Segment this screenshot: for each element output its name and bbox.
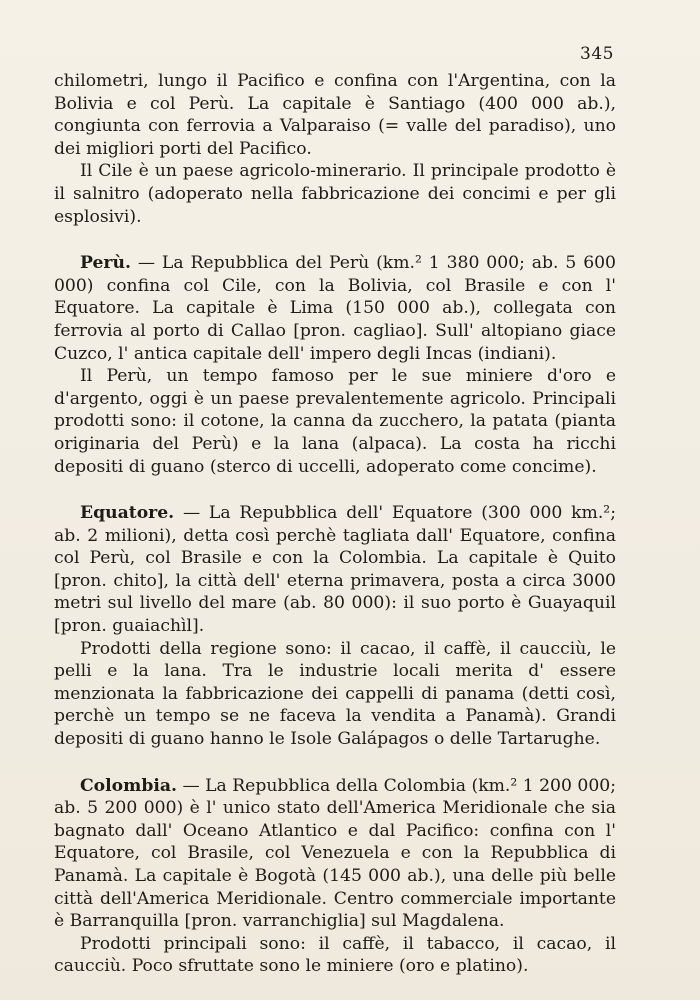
colombia-paragraph-1-text: — La Repubblica della Colombia (km.² 1 200 000; ab. 5 200 000) è l' unico stato dell'America Meridionale che sia bagnato dall' Oceano Atlantico e dal Pacifico: confina con l' Equatore, col Brasile, col Venezuela e con la Repubblica di Panamà. La capitale è Bogotà (145 000 ab.), una delle più belle città dell'America Meridionale. Centro commerciale importante è Barranquilla [pron. varranchiglia] sul Magdalena. <box>54 775 616 932</box>
peru-paragraph-2: Il Perù, un tempo famoso per le sue miniere d'oro e d'argento, oggi è un paese prevalentemente agricolo. Principali prodotti sono: il cotone, la canna da zucchero, la patata (pianta originaria del Perù) e la lana (alpaca). La costa ha ricchi depositi di guano (sterco di uccelli, adoperato come concime). <box>54 366 616 477</box>
page-number: 345 <box>580 44 614 64</box>
equatore-paragraph-2: Prodotti della regione sono: il cacao, il caffè, il caucciù, le pelli e la lana. Tra le industrie locali merita d' essere menzionata la fabbricazione dei cappelli di panama (detti così, perchè un tempo se ne faceva la vendita a Panamà). Grandi depositi di guano hanno le Isole Galápagos o delle Tartarughe. <box>54 638 616 750</box>
peru-paragraph-1-text: — La Repubblica del Perù (km.² 1 380 000; ab. 5 600 000) confina col Cile, con la Bolivia, col Brasile e con l' Equatore. La capitale è Lima (150 000 ab.), collegata con ferrovia al porto di Callao [pron. cagliao]. Sull' altopiano giace Cuzco, l' antica capitale dell' impero degli Incas (indiani). <box>54 253 616 364</box>
section-title-peru: Perù. <box>80 253 131 274</box>
colombia-paragraph-2: Prodotti principali sono: il caffè, il tabacco, il cacao, il caucciù. Poco sfruttate sono le miniere (oro e platino). <box>54 933 616 977</box>
chile-product-paragraph: Il Cile è un paese agricolo-minerario. Il principale prodotto è il salnitro (adoperato nella fabbricazione dei concimi e per gli esplosivi). <box>54 161 616 227</box>
section-peru <box>54 252 616 478</box>
peru-paragraph-1 <box>54 252 616 365</box>
section-colombia <box>54 775 616 978</box>
section-title-equatore: Equatore. <box>80 503 175 524</box>
section-title-colombia: Colombia. <box>80 775 177 796</box>
colombia-paragraph-1 <box>54 775 616 933</box>
equatore-paragraph-1 <box>54 502 616 638</box>
section-equatore <box>54 502 616 751</box>
chile-intro-paragraph: chilometri, lungo il Pacifico e confina con l'Argentina, con la Bolivia e col Perù. La capitale è Santiago (400 000 ab.), congiunta con ferrovia a Valparaiso (= valle del paradiso), uno dei migliori porti del Pacifico. <box>54 71 616 159</box>
equatore-paragraph-1-text: — La Repubblica dell' Equatore (300 000 km.²; ab. 2 milioni), detta così perchè tagliata dall' Equatore, confina col Perù, col Brasile e con la Colombia. La capitale è Quito [pron. chito], la città dell' eterna primavera, posta a circa 3000 metri sul livello del mare (ab. 80 000): il suo porto è Guayaquil [pron. guaiachìl]. <box>54 503 616 637</box>
